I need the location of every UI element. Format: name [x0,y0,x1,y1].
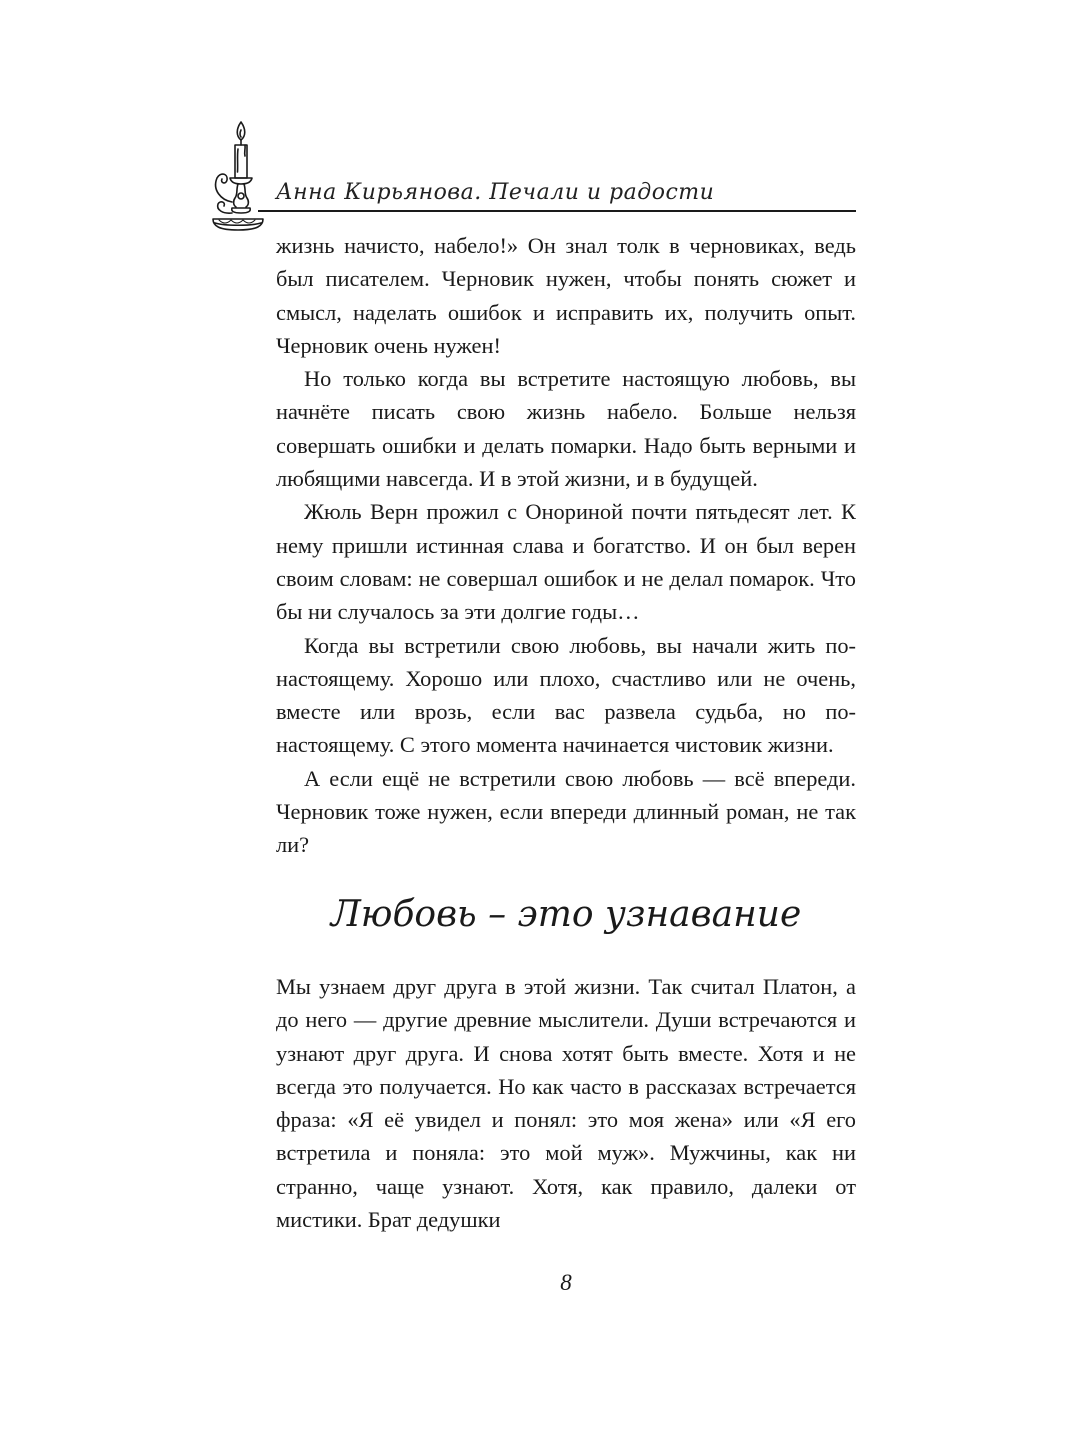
page-number: 8 [560,1270,572,1295]
text-block-top [276,229,856,862]
paragraph: Когда вы встретили свою любовь, вы начали жить по-настоящему. Хорошо или плохо, счастливо или не очень, вместе или врозь, если вас развела судьба, но по-настоящему. С этого момента начинается чистовик жизни. [276,632,856,758]
paragraph-continued: жизнь начисто, набело!» Он знал толк в черновиках, ведь был писателем. Черновик нужен, чтобы понять сюжет и смысл, наделать ошибок и исправить их, получить опыт. Черновик очень нужен! [276,233,856,358]
paragraph: Мы узнаем друг друга в этой жизни. Так считал Платон, а до него — другие древние мыслители. Души встречаются и узнают друг друга. И снова хотят быть вместе. Хотя и не всегда это получается. Но как часто в рассказах встречается фраза: «Я её увидел и понял: это моя жена» или «Я его встретила и поняла: это мой муж». Мужчины, как ни странно, чаще узнают. Хотя, как правило, далеки от мистики. Брат дедушки [276,974,856,1233]
section-heading: Любовь – это узнавание [330,894,802,935]
paragraph: А если ещё не встретили свою любовь — всё впереди. Черновик тоже нужен, если впереди длинный роман, не так ли? [276,765,856,858]
running-head: Анна Кирьянова. Печали и радости [276,180,715,205]
header-rule [258,210,856,212]
candlestick-icon [205,116,269,242]
text-block-bottom [276,970,856,1236]
paragraph: Но только когда вы встретите настоящую любовь, вы начнёте писать свою жизнь набело. Больше нельзя совершать ошибки и делать помарки. Надо быть верными и любящими навсегда. И в этой жизни, и в будущей. [276,366,856,492]
paragraph: Жюль Верн прожил с Онориной почти пятьдесят лет. К нему пришли истинная слава и богатство. И он был верен своим словам: не совершал ошибок и не делал помарок. Что бы ни случалось за эти долгие годы… [276,499,856,625]
